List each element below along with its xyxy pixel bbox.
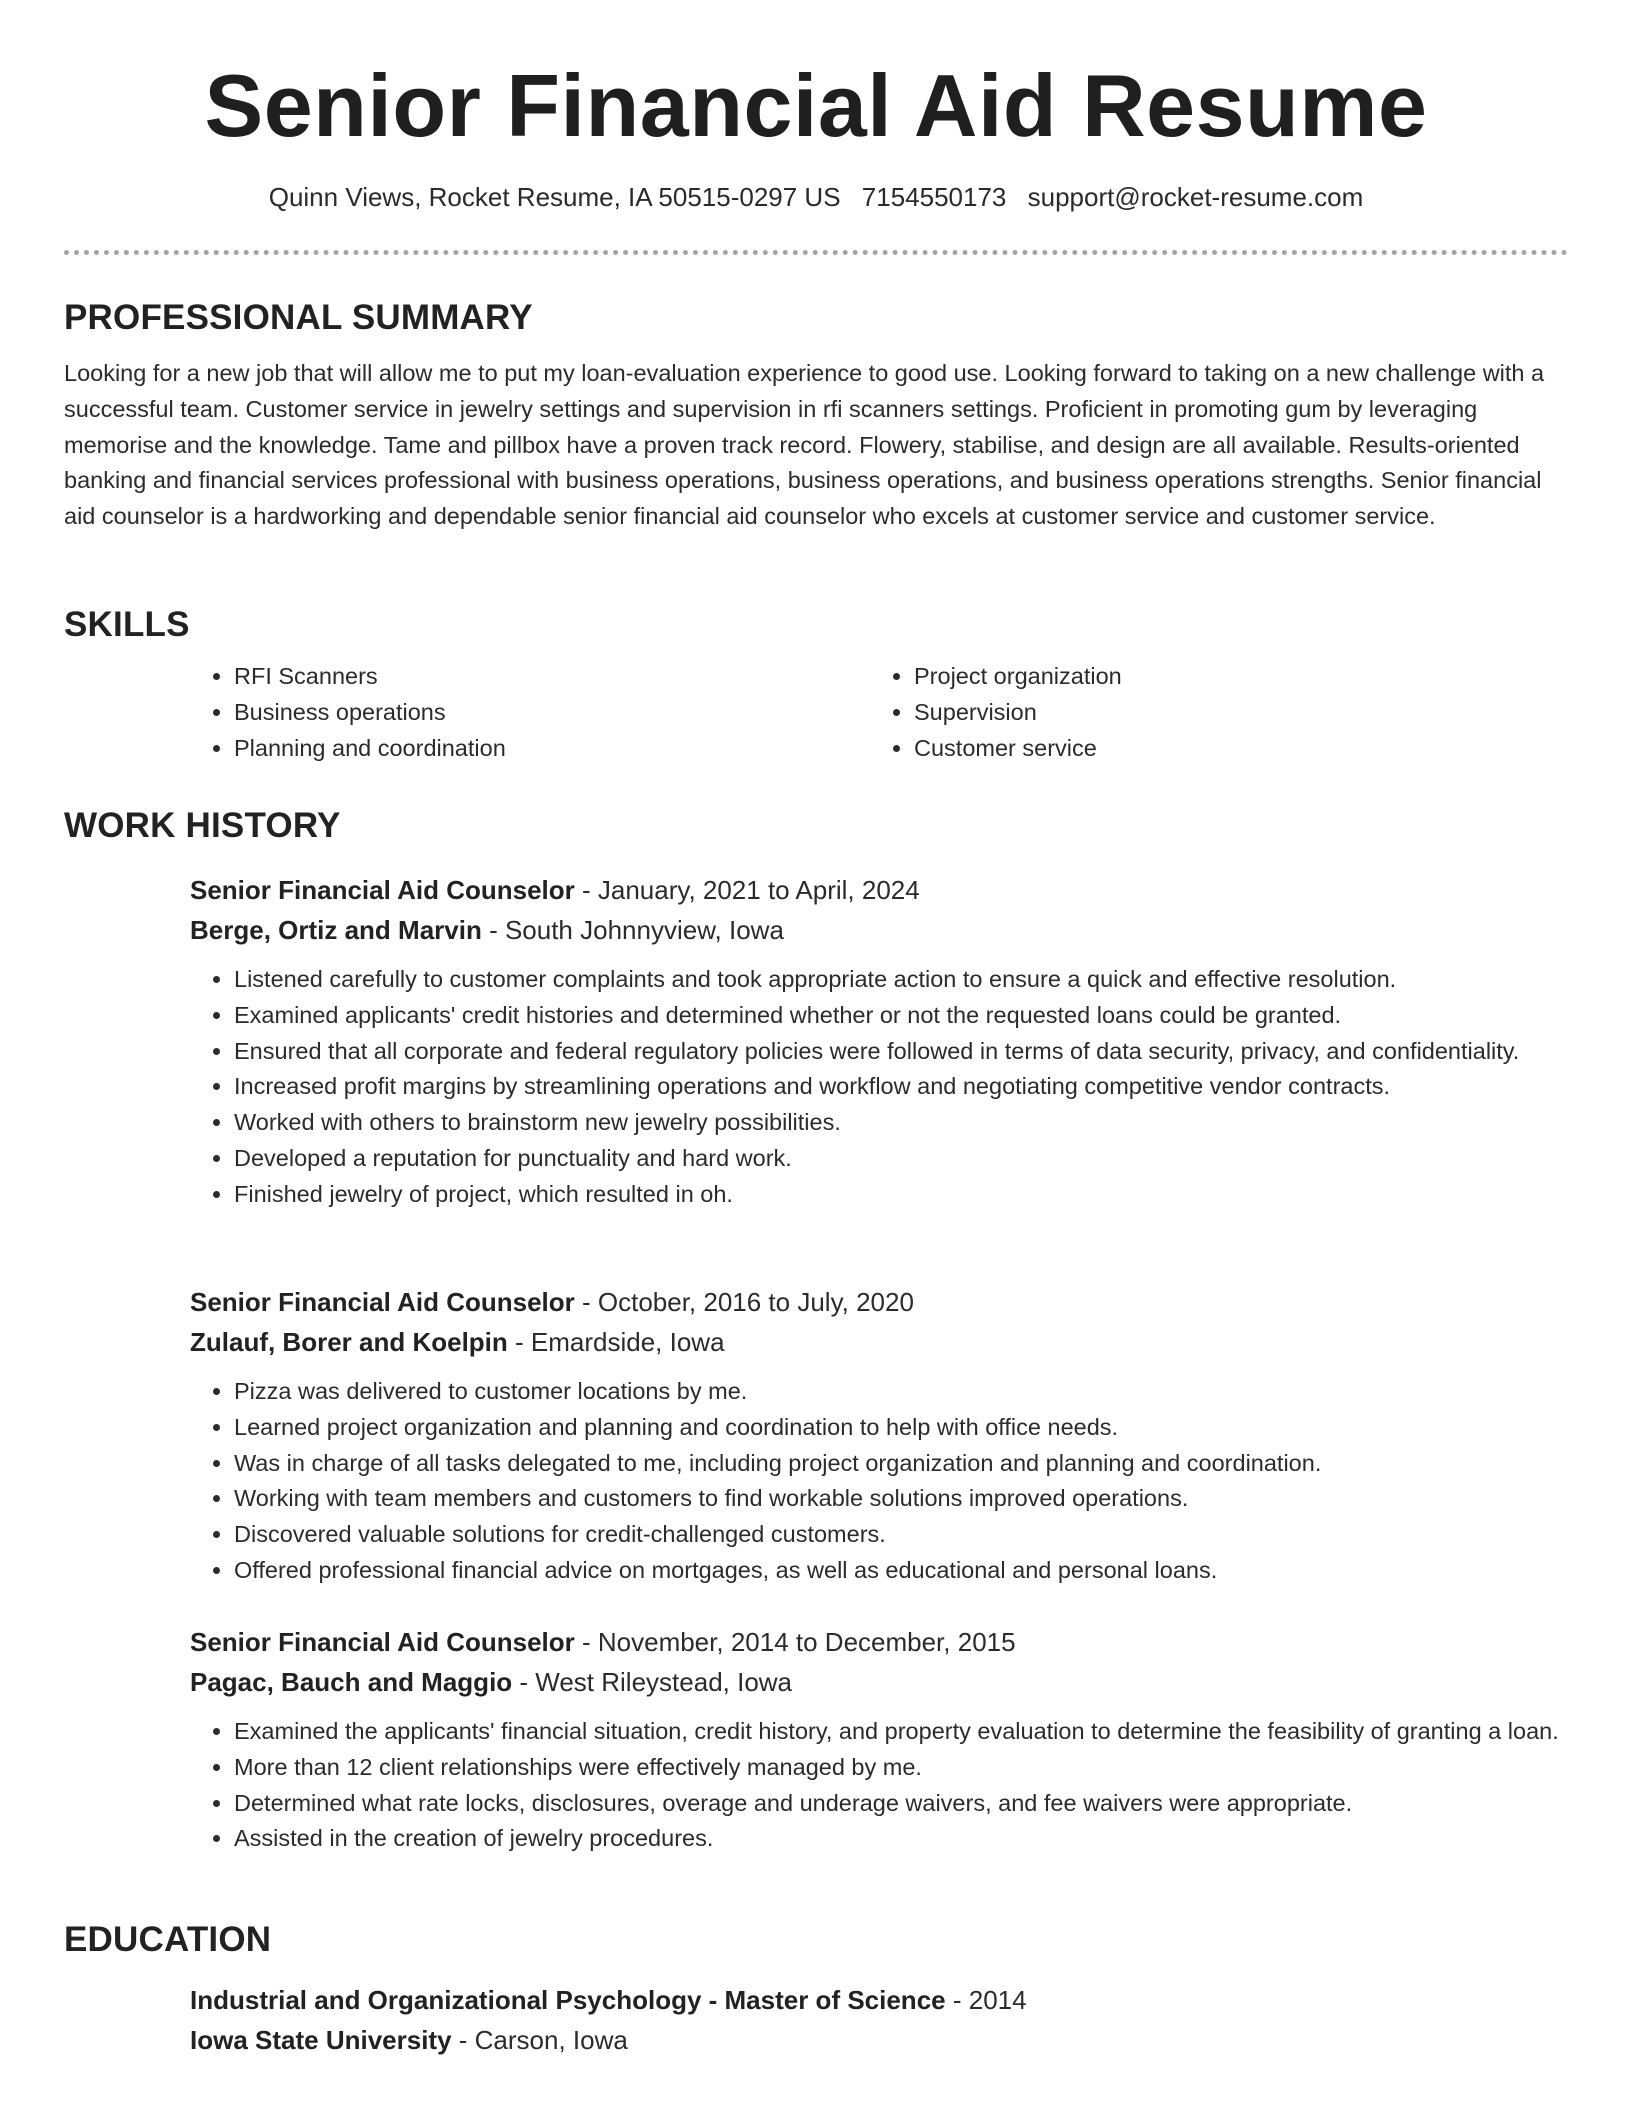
job-title-line <box>190 870 1568 910</box>
job-entry <box>64 870 1568 1213</box>
job-dates: - November, 2014 to December, 2015 <box>574 1627 1016 1657</box>
job-dates: - January, 2021 to April, 2024 <box>574 875 920 905</box>
skill-item: • Supervision <box>914 695 1550 731</box>
job-dates: - October, 2016 to July, 2020 <box>574 1287 914 1317</box>
contact-info <box>0 180 1632 214</box>
skills-section <box>64 603 1568 766</box>
skill-item: • Project organization <box>914 659 1550 695</box>
work-history-section <box>64 804 1568 848</box>
job-bullets <box>190 962 1568 1213</box>
education-section <box>64 1918 1568 2060</box>
job-entry <box>64 1622 1568 1857</box>
skills-column-right <box>870 659 1550 766</box>
job-title-line <box>190 1282 1568 1322</box>
job-company: Berge, Ortiz and Marvin <box>190 915 482 945</box>
job-bullet: • Worked with others to brainstorm new jewelry possibilities. <box>234 1105 1568 1141</box>
job-bullet: • Was in charge of all tasks delegated to me, including project organization and planning and coordination. <box>234 1446 1568 1482</box>
job-company-line <box>190 910 1568 950</box>
job-bullet: • Examined applicants' credit histories and determined whether or not the requested loans could be granted. <box>234 998 1568 1034</box>
work-history-heading: WORK HISTORY <box>64 806 341 845</box>
job-bullet: • Ensured that all corporate and federal regulatory policies were followed in terms of data security, privacy, and confidentiality. <box>234 1034 1568 1070</box>
job-bullet: • Pizza was delivered to customer locations by me. <box>234 1374 1568 1410</box>
job-company: Pagac, Bauch and Maggio <box>190 1667 513 1697</box>
job-bullet: • Discovered valuable solutions for credit-challenged customers. <box>234 1517 1568 1553</box>
skill-item: • Customer service <box>914 731 1550 767</box>
job-entry <box>64 1282 1568 1589</box>
summary-text: Looking for a new job that will allow me to put my loan-evaluation experience to good use. Looking forward to taking on a new challenge with a successful team. Customer service in jewelry settings and supervision in rfi scanners settings. Proficient in promoting gum by leveraging memorise and the knowledge. Tame and pillbox have a proven track record. Flowery, stabilise, and design are all available. Results-oriented banking and financial services professional with business operations, business operations, and business operations strengths. Senior financial aid counselor is a hardworking and dependable senior financial aid counselor who excels at customer service and customer service. <box>64 360 1545 530</box>
job-title: Senior Financial Aid Counselor <box>190 1287 575 1317</box>
header-divider <box>64 250 1568 255</box>
job-company: Zulauf, Borer and Koelpin <box>190 1327 508 1357</box>
skill-item: • Business operations <box>234 695 870 731</box>
job-bullet: • Offered professional financial advice on mortgages, as well as educational and personal loans. <box>234 1553 1568 1589</box>
address: Quinn Views, Rocket Resume, IA 50515-0297 US <box>268 182 841 212</box>
job-bullets <box>190 1374 1568 1589</box>
skill-item: • Planning and coordination <box>234 731 870 767</box>
job-title-line <box>190 1622 1568 1662</box>
skill-item: • RFI Scanners <box>234 659 870 695</box>
job-location: - West Rileystead, Iowa <box>512 1667 793 1697</box>
job-bullet: • Increased profit margins by streamlining operations and workflow and negotiating competitive vendor contracts. <box>234 1069 1568 1105</box>
job-bullet: • Developed a reputation for punctuality and hard work. <box>234 1141 1568 1177</box>
phone: 7154550173 <box>861 182 1007 212</box>
summary-heading: PROFESSIONAL SUMMARY <box>64 298 533 337</box>
skills-grid <box>190 659 1568 766</box>
education-heading: EDUCATION <box>64 1920 272 1959</box>
education-school: Iowa State University <box>190 2025 452 2055</box>
resume-title: Senior Financial Aid Resume <box>204 56 1428 155</box>
job-bullets <box>190 1714 1568 1857</box>
email: support@rocket-resume.com <box>1027 182 1364 212</box>
job-bullet: • Determined what rate locks, disclosures, overage and underage waivers, and fee waivers were appropriate. <box>234 1786 1568 1822</box>
job-title: Senior Financial Aid Counselor <box>190 875 575 905</box>
job-bullet: • Working with team members and customers to find workable solutions improved operations. <box>234 1481 1568 1517</box>
summary-section <box>64 296 1568 535</box>
skills-heading: SKILLS <box>64 605 190 644</box>
education-degree-line <box>190 1980 1568 2020</box>
job-bullet: • Listened carefully to customer complaints and took appropriate action to ensure a quick and effective resolution. <box>234 962 1568 998</box>
job-bullet: • Assisted in the creation of jewelry procedures. <box>234 1821 1568 1857</box>
education-degree: Industrial and Organizational Psychology - Master of Science <box>190 1985 946 2015</box>
skills-column-left <box>190 659 870 766</box>
job-company-line <box>190 1662 1568 1702</box>
job-bullet: • Examined the applicants' financial situation, credit history, and property evaluation to determine the feasibility of granting a loan. <box>234 1714 1568 1750</box>
job-bullet: • Learned project organization and planning and coordination to help with office needs. <box>234 1410 1568 1446</box>
education-location: - Carson, Iowa <box>451 2025 628 2055</box>
education-year: - 2014 <box>945 1985 1027 2015</box>
job-location: - Emardside, Iowa <box>507 1327 725 1357</box>
job-bullet: • Finished jewelry of project, which resulted in oh. <box>234 1177 1568 1213</box>
job-location: - South Johnnyview, Iowa <box>481 915 784 945</box>
job-company-line <box>190 1322 1568 1362</box>
education-school-line <box>190 2020 1568 2060</box>
job-bullet: • More than 12 client relationships were effectively managed by me. <box>234 1750 1568 1786</box>
job-title: Senior Financial Aid Counselor <box>190 1627 575 1657</box>
